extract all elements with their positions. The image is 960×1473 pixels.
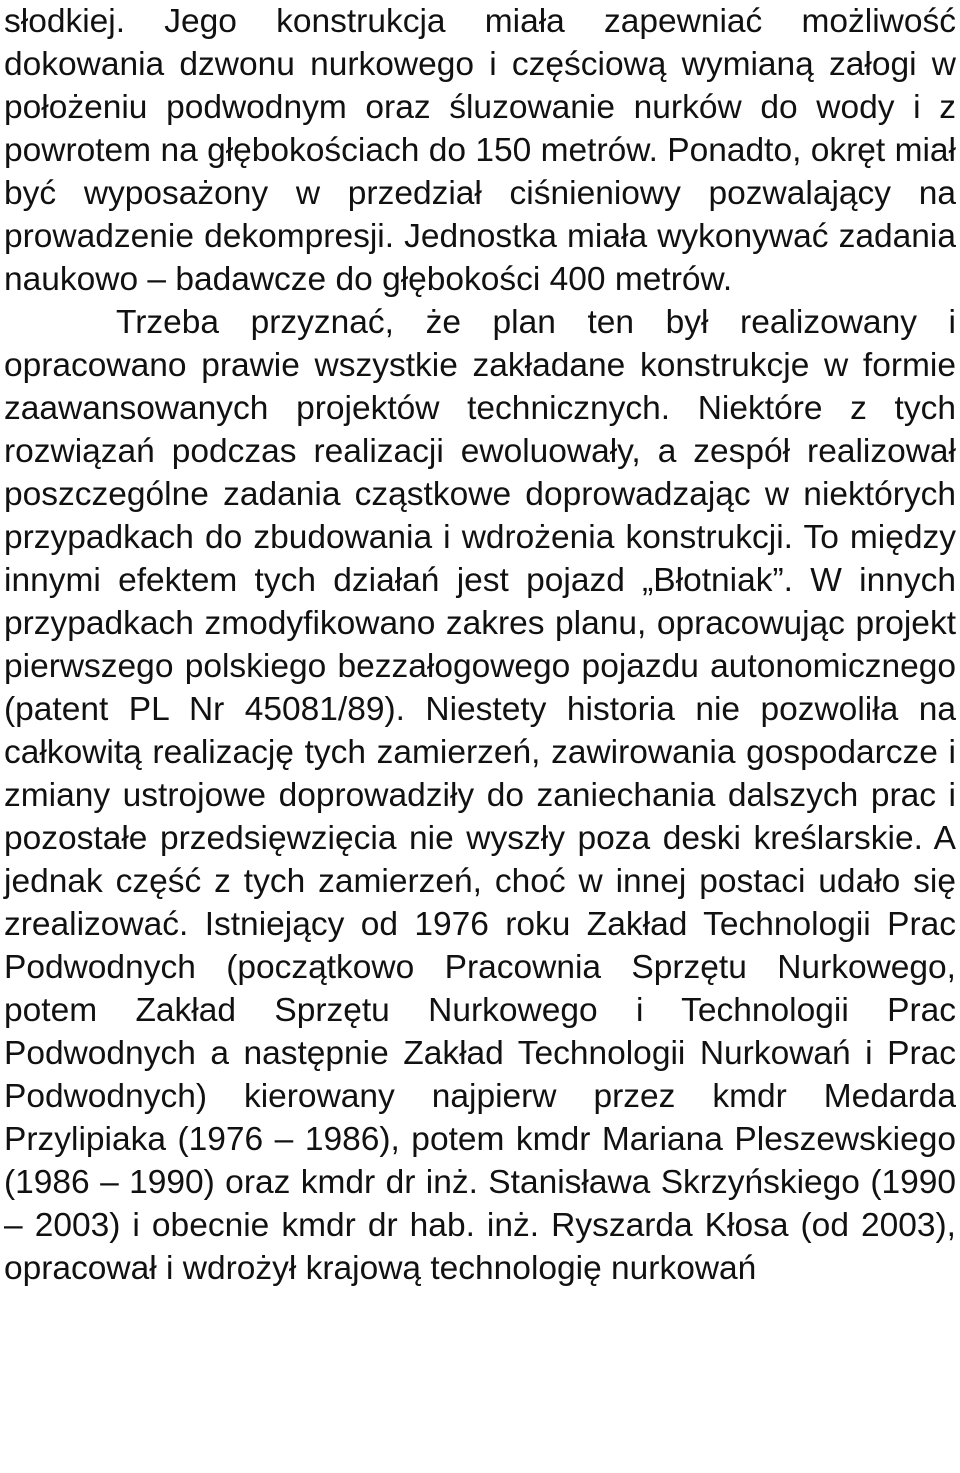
paragraph-2: Trzeba przyznać, że plan ten był realizowany i opracowano prawie wszystkie zakładane konstrukcje w formie zaawansowanych projektów technicznych. Niektóre z tych rozwiązań podczas realizacji ewoluowały, a zespół realizował poszczególne zadania cząstkowe doprowadzając w niektórych przypadkach do zbudowania i wdrożenia konstrukcji. To między innymi efektem tych działań jest pojazd „Błotniak”. W innych przypadkach zmodyfikowano zakres planu, opracowując projekt pierwszego polskiego bezzałogowego pojazdu autonomicznego (patent PL Nr 45081/89). Niestety historia nie pozwoliła na całkowitą realizację tych zamierzeń, zawirowania gospodarcze i zmiany ustrojowe doprowadziły do zaniechania dalszych prac i pozostałe przedsięwzięcia nie wyszły poza deski kreślarskie. A jednak część z tych zamierzeń, choć w innej postaci udało się zrealizować. Istniejący od 1976 roku Zakład Technologii Prac Podwodnych (początkowo Pracownia Sprzętu Nurkowego, potem Zakład Sprzętu Nurkowego i Technologii Prac Podwodnych a następnie Zakład Technologii Nurkowań i Prac Podwodnych) kierowany najpierw przez kmdr Medarda Przylipiaka (1976 – 1986), potem kmdr Mariana Pleszewskiego (1986 – 1990) oraz kmdr dr inż. Stanisława Skrzyńskiego (1990 – 2003) i obecnie kmdr dr hab. inż. Ryszarda Kłosa (od 2003), opracował i wdrożył krajową technologię nurkowań [4, 304, 956, 1287]
paragraph-1: słodkiej. Jego konstrukcja miała zapewniać możliwość dokowania dzwonu nurkowego i częściową wymianą załogi w położeniu podwodnym oraz śluzowanie nurków do wody i z powrotem na głębokościach do 150 metrów. Ponadto, okręt miał być wyposażony w przedział ciśnieniowy pozwalający na prowadzenie dekompresji. Jednostka miała wykonywać zadania naukowo – badawcze do głębokości 400 metrów. [4, 3, 956, 298]
